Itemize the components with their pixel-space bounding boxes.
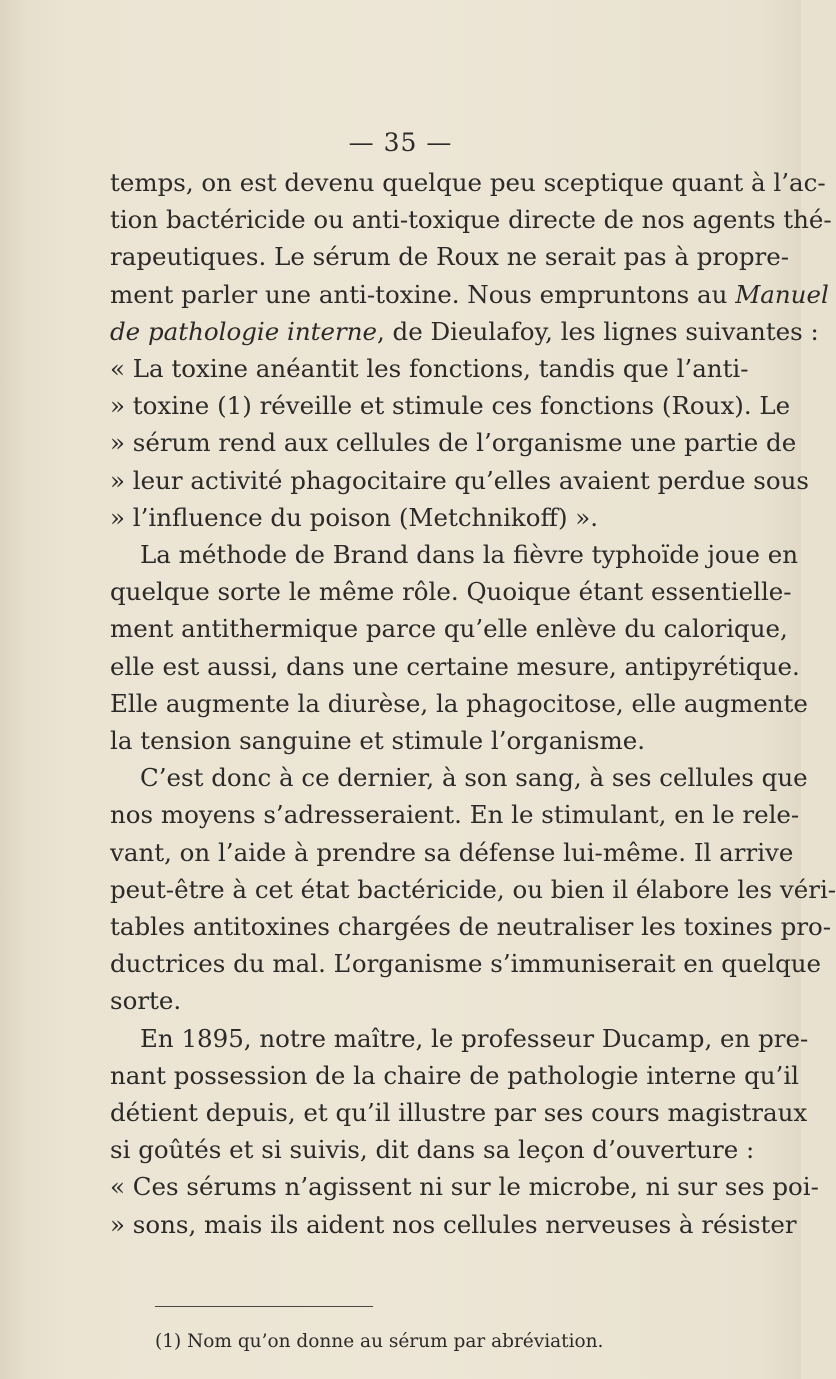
footnote-divider [155,1306,373,1307]
text-span: , de Dieulafoy, les lignes suivantes : [376,316,819,346]
text-line: C’est donc à ce dernier, à son sang, à ses cellules que [140,763,808,793]
text-line: tion bactéricide ou anti-toxique directe de nos agents thé- [110,205,832,235]
text-line: la tension sanguine et stimule l’organisme. [110,726,646,756]
text-line: quelque sorte le même rôle. Quoique étant essentielle- [110,577,792,607]
text-line: » sons, mais ils aident nos cellules nerveuses à résister [110,1209,797,1239]
text-line: » toxine (1) réveille et stimule ces fonctions (Roux). Le [110,391,791,421]
text-line: peut-être à cet état bactéricide, ou bien il élabore les véri- [110,874,836,904]
text-line: ment antithermique parce qu’elle enlève du calorique, [110,614,788,644]
text-line: temps, on est devenu quelque peu sceptique quant à l’ac- [110,168,826,197]
text-line: « La toxine anéantit les fonctions, tandis que l’anti- [110,354,749,384]
text-line: rapeutiques. Le sérum de Roux ne serait pas à propre- [110,242,790,272]
text-line: nant possession de la chaire de pathologie interne qu’il [110,1060,800,1090]
text-line: » leur activité phagocitaire qu’elles avaient perdue sous [110,465,809,495]
text-line: vant, on l’aide à prendre sa défense lui-même. Il arrive [110,837,794,867]
text-line: » l’influence du poison (Metchnikoff) ». [110,502,599,532]
text-line: En 1895, notre maître, le professeur Ducamp, en pre- [140,1023,809,1053]
italic-title: de pathologie interne [110,316,377,346]
text-line: elle est aussi, dans une certaine mesure, antipyrétique. [110,651,800,681]
text-line: détient depuis, et qu’il illustre par ses cours magistraux [110,1098,808,1128]
footnote: (1) Nom qu’on donne au sérum par abréviation. [155,1331,604,1352]
text-line: » sérum rend aux cellules de l’organisme une partie de [110,428,797,458]
text-line: tables antitoxines chargées de neutraliser les toxines pro- [110,912,832,942]
text-line: La méthode de Brand dans la fièvre typhoïde joue en [140,540,799,570]
text-line: nos moyens s’adresseraient. En le stimulant, en le rele- [110,800,800,830]
text-line: ductrices du mal. L’organisme s’immuniserait en quelque [110,949,822,979]
text-line: « Ces sérums n’agissent ni sur le microbe, ni sur ses poi- [110,1172,819,1202]
body-text [110,164,836,1243]
text-line: Elle augmente la diurèse, la phagocitose, elle augmente [110,688,808,718]
page-number: — 35 — [348,128,453,157]
text-line [110,276,829,313]
text-line: si goûtés et si suivis, dit dans sa leçon d’ouverture : [110,1135,755,1165]
italic-title: Manuel [735,279,829,309]
text-span: ment parler une anti-toxine. Nous empruntons au [110,279,736,309]
text-line: sorte. [110,986,182,1016]
text-line [110,313,819,350]
